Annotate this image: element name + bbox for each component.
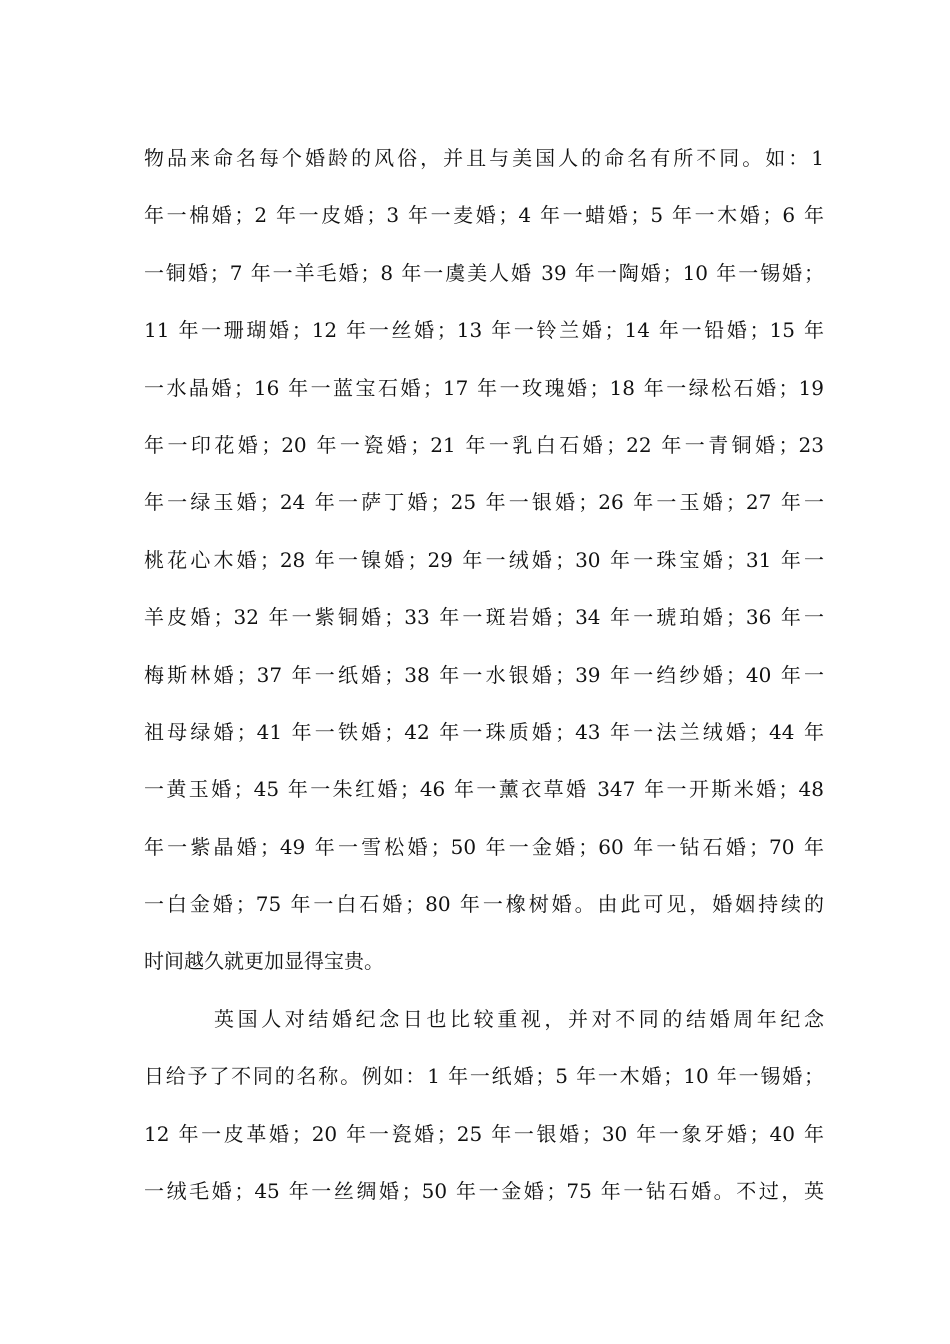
text-line: 桃花心木婚；28 年一镍婚；29 年一绒婚；30 年一珠宝婚；31 年一 xyxy=(144,547,824,572)
text-line: 年一印花婚；20 年一瓷婚；21 年一乳白石婚；22 年一青铜婚；23 xyxy=(144,432,824,457)
paragraph-2 xyxy=(144,991,824,1221)
text-line: 年一绿玉婚；24 年一萨丁婚；25 年一银婚；26 年一玉婚；27 年一 xyxy=(144,490,824,515)
text-line: 物品来命名每个婚龄的风俗，并且与美国人的命名有所不同。如：1 xyxy=(144,146,824,170)
text-line: 梅斯林婚；37 年一纸婚；38 年一水银婚；39 年一绉纱婚；40 年一 xyxy=(144,662,824,687)
text-line: 祖母绿婚；41 年一铁婚；42 年一珠质婚；43 年一法兰绒婚；44 年 xyxy=(144,719,824,744)
paragraph-1 xyxy=(144,130,824,991)
text-line: 一白金婚；75 年一白石婚；80 年一橡树婚。由此可见，婚姻持续的 xyxy=(144,892,824,917)
text-line: 英国人对结婚纪念日也比较重视，并对不同的结婚周年纪念 xyxy=(214,1006,824,1031)
text-line: 年一棉婚；2 年一皮婚；3 年一麦婚；4 年一蜡婚；5 年一木婚；6 年 xyxy=(144,203,824,228)
text-line: 一铜婚；7 年一羊毛婚；8 年一虞美人婚 39 年一陶婚；10 年一锡婚； xyxy=(144,260,824,285)
text-line: 一绒毛婚；45 年一丝绸婚；50 年一金婚；75 年一钻石婚。不过，英 xyxy=(144,1179,824,1204)
text-line: 时间越久就更加显得宝贵。 xyxy=(144,949,384,974)
text-line: 年一紫晶婚；49 年一雪松婚；50 年一金婚；60 年一钻石婚；70 年 xyxy=(144,834,824,859)
text-line: 12 年一皮革婚；20 年一瓷婚；25 年一银婚；30 年一象牙婚；40 年 xyxy=(144,1121,824,1146)
text-line: 日给予了不同的名称。例如：1 年一纸婚；5 年一木婚；10 年一锡婚； xyxy=(144,1064,824,1089)
text-line: 一黄玉婚；45 年一朱红婚；46 年一薰衣草婚 347 年一开斯米婚；48 xyxy=(144,777,824,802)
text-line: 羊皮婚；32 年一紫铜婚；33 年一斑岩婚；34 年一琥珀婚；36 年一 xyxy=(144,605,824,630)
body-text xyxy=(144,130,824,1220)
text-line: 11 年一珊瑚婚；12 年一丝婚；13 年一铃兰婚；14 年一铅婚；15 年 xyxy=(144,318,824,343)
text-line: 一水晶婚；16 年一蓝宝石婚；17 年一玫瑰婚；18 年一绿松石婚；19 xyxy=(144,375,824,400)
